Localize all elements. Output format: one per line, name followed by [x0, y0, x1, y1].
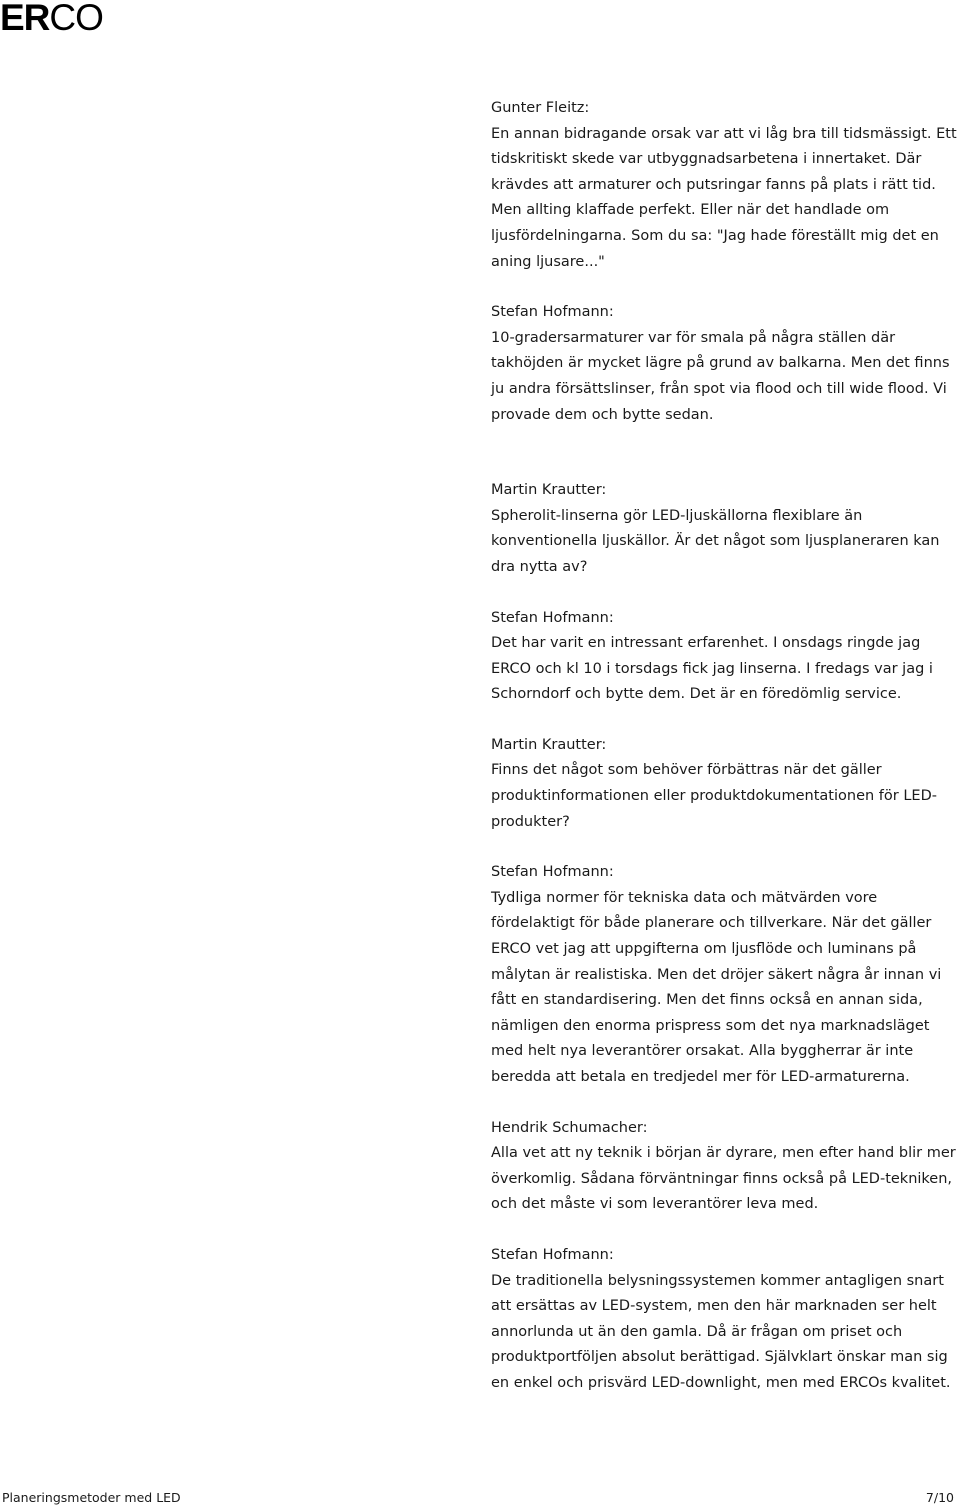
speaker-name: Stefan Hofmann:	[491, 864, 614, 881]
speaker-name: Stefan Hofmann:	[491, 1246, 614, 1263]
dialogue-text: De traditionella belysningssystemen kommer antagligen snart att ersättas av LED-system, men den här marknaden ser helt annorlunda ut än den gamla. Då är frågan om priset och produktportföljen absolut berättigad. Självklart önskar man sig en enkel och prisvärd LED-downlight, men med ERCOs kvalitet.	[491, 1272, 951, 1391]
speaker-name: Hendrik Schumacher:	[491, 1119, 648, 1136]
dialogue-block	[491, 1116, 957, 1218]
dialogue-text: Spherolit-linserna gör LED-ljuskällorna flexiblare än konventionella ljuskällor. Är det något som ljusplaneraren kan dra nytta av?	[491, 507, 940, 575]
dialogue-block	[491, 478, 957, 580]
dialogue-text: Alla vet att ny teknik i början är dyrare, men efter hand blir mer överkomlig. Sådana förväntningar finns också på LED-tekniken, och det måste vi som leverantörer leva med.	[491, 1145, 956, 1213]
page-number: 7/10	[925, 1490, 954, 1505]
dialogue-text: Finns det något som behöver förbättras när det gäller produktinformationen eller produktdokumentationen för LED-produkter?	[491, 762, 937, 830]
dialogue-block	[491, 96, 957, 275]
speaker-name: Stefan Hofmann:	[491, 304, 614, 321]
logo-light-part: CO	[49, 0, 103, 38]
logo-bold-part: ER	[0, 0, 50, 38]
speaker-name: Gunter Fleitz:	[491, 100, 590, 116]
dialogue-text: 10-gradersarmaturer var för smala på några ställen där takhöjden är mycket lägre på grund av balkarna. Men det finns ju andra försättslinser, från spot via flood och till wide flood. Vi provade dem och bytte sedan.	[491, 329, 950, 423]
dialogue-block	[491, 1243, 957, 1397]
erco-logo	[0, 0, 103, 39]
dialogue-block	[491, 733, 957, 835]
dialogue-text: Det har varit en intressant erfarenhet. I onsdags ringde jag ERCO och kl 10 i torsdags fick jag linserna. I fredags var jag i Schorndorf och bytte dem. Det är en föredömlig service.	[491, 635, 933, 703]
speaker-name: Martin Krautter:	[491, 736, 607, 753]
dialogue-text: En annan bidragande orsak var att vi låg bra till tidsmässigt. Ett tidskritiskt skede var utbyggnadsarbetena i innertaket. Där krävdes att armaturer och putsringar fanns på plats i rätt tid. Men allting klaffade perfekt. Eller när det handlade om ljusfördelningarna. Som du sa: "Jag hade föreställt mig det en aning ljusare..."	[491, 125, 957, 270]
speaker-name: Martin Krautter:	[491, 482, 607, 499]
interview-content	[491, 96, 957, 1397]
speaker-name: Stefan Hofmann:	[491, 609, 614, 626]
dialogue-block	[491, 606, 957, 708]
dialogue-block	[491, 300, 957, 428]
dialogue-block	[491, 860, 957, 1090]
document-title: Planeringsmetoder med LED	[2, 1490, 181, 1505]
dialogue-text: Tydliga normer för tekniska data och mätvärden vore fördelaktigt för både planerare och tillverkare. När det gäller ERCO vet jag att uppgifterna om ljusflöde och luminans på målytan är realistiska. Men det dröjer säkert några år innan vi fått en standardisering. Men det finns också en annan sida, nämligen den enorma prispress som det nya marknadsläget med helt nya leverantörer orsakat. Alla byggherrar är inte beredda att betala en tredjedel mer för LED-armaturerna.	[491, 889, 942, 1085]
